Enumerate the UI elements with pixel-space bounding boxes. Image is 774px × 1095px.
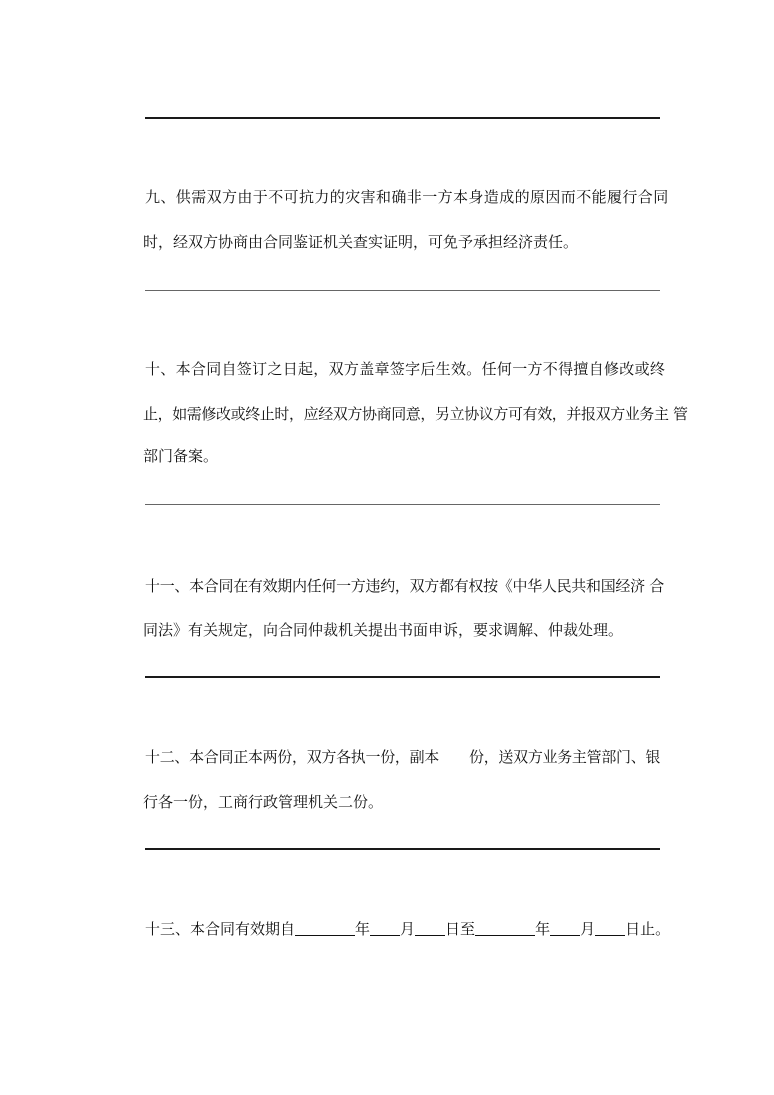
start-day-blank[interactable] [415,921,445,936]
separator-line-2 [145,290,660,291]
start-year-blank[interactable] [295,921,355,936]
clause-9-line-1: 九、供需双方由于不可抗力的灾害和确非一方本身造成的原因而不能履行合同 [145,188,669,206]
clause-10-line-1: 十、本合同自签订之日起，双方盖章签字后生效。任何一方不得擅自修改或终 [145,360,666,378]
clause-13-day-1: 日至 [445,920,476,938]
clause-12-line-2: 行各一份，工商行政管理机关二份。 [143,793,384,811]
separator-line-3 [145,504,660,505]
separator-line-1 [145,117,660,119]
clause-13-year-2: 年 [535,920,551,938]
clause-13-prefix: 十三、本合同有效期自 [145,920,296,938]
clause-13-month-2: 月 [580,920,596,938]
clause-9-line-2: 时，经双方协商由合同鉴证机关查实证明，可免予承担经济责任。 [143,233,579,251]
end-day-blank[interactable] [595,921,625,936]
clause-11-line-1: 十一、本合同在有效期内任何一方违约，双方都有权按《中华人民共和国经济 合 [145,577,664,595]
separator-line-5 [145,848,660,850]
end-month-blank[interactable] [550,921,580,936]
clause-11-line-2: 同法》有关规定，向合同仲裁机关提出书面申诉，要求调解、仲裁处理。 [143,621,624,639]
clause-13-year-1: 年 [355,920,371,938]
clause-13-day-2: 日止。 [625,920,671,938]
clause-12-line-1 [145,746,660,767]
clause-10-line-2: 止，如需修改或终止时，应经双方协商同意，另立协议方可有效，并报双方业务主 管 [143,405,688,423]
separator-line-4 [145,676,660,678]
clause-12-line-1-part-b: 份，送双方业务主管部门、银 [469,748,661,766]
start-month-blank[interactable] [370,921,400,936]
clause-10-line-3: 部门备案。 [143,447,219,465]
clause-12-line-1-part-a: 十二、本合同正本两份，双方各执一份，副本 [145,748,440,766]
end-year-blank[interactable] [475,921,535,936]
clause-13-month-1: 月 [400,920,416,938]
clause-13-line-1 [145,918,670,939]
